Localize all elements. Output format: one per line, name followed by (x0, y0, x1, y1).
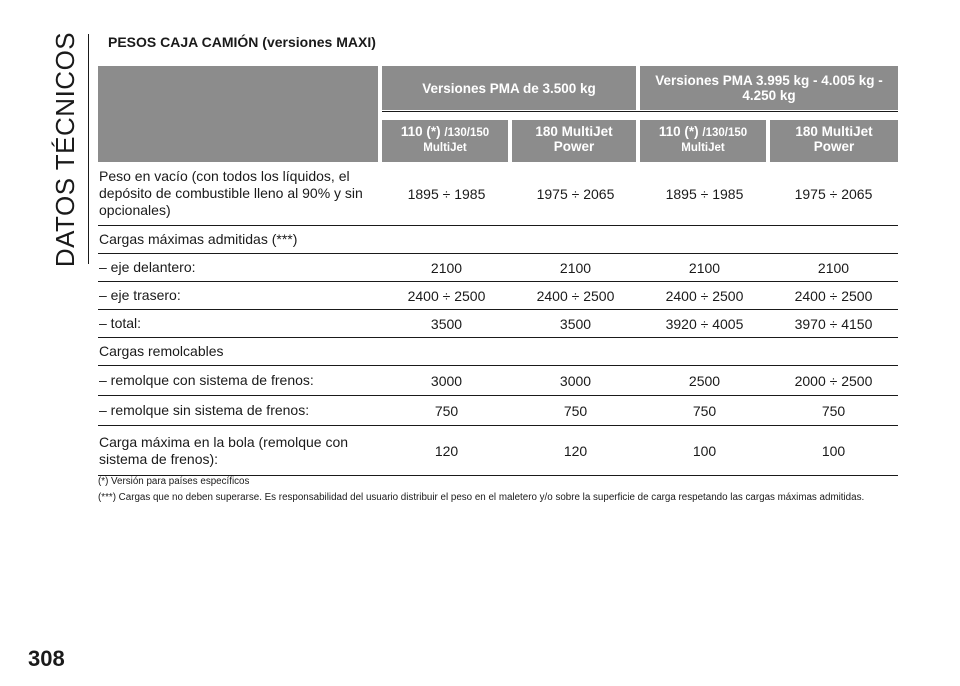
header-col-4 (770, 120, 898, 162)
table-row (98, 226, 898, 254)
page-number: 308 (28, 646, 65, 671)
row-value: 1975 ÷ 2065 (536, 185, 615, 202)
header-divider (382, 111, 898, 112)
table-row (98, 282, 898, 310)
header-group-3500: Versiones PMA de 3.500 kg (382, 66, 636, 110)
row-value: 100 (692, 442, 717, 459)
row-label: Cargas máximas admitidas (***) (99, 231, 298, 247)
table-row (98, 310, 898, 338)
row-value: 1895 ÷ 1985 (665, 185, 744, 202)
header-col-3-main: 110 (*) (658, 124, 699, 139)
row-value: 3000 (430, 372, 463, 389)
row-value: 100 (821, 442, 846, 459)
side-divider (88, 34, 89, 264)
header-col-4-main: 180 MultiJet (795, 124, 873, 139)
header-col-2-second: Power (553, 139, 595, 154)
table-row (98, 426, 898, 476)
row-value: 1975 ÷ 2065 (794, 185, 873, 202)
row-value: 120 (434, 442, 459, 459)
section-title: PESOS CAJA CAMIÓN (versiones MAXI) (108, 34, 376, 50)
row-value: 2400 ÷ 2500 (794, 287, 873, 304)
row-value: 750 (563, 402, 588, 419)
header-col-3-second: MultiJet (681, 142, 725, 154)
header-blank-cell (98, 66, 378, 162)
row-label: – eje delantero: (99, 259, 196, 275)
header-col-2 (512, 120, 636, 162)
header-col-1 (382, 120, 508, 162)
row-value: 3970 ÷ 4150 (794, 315, 873, 332)
header-group-3995-4250: Versiones PMA 3.995 kg - 4.005 kg - 4.250 kg (640, 66, 898, 110)
table-row (98, 338, 898, 366)
footnote: (***) Cargas que no deben superarse. Es responsabilidad del usuario distribuir el peso en el maletero y/o sobre la superficie de carga respetando las cargas máximas admitidas. (98, 492, 865, 503)
row-value: 120 (563, 442, 588, 459)
footnotes (98, 474, 918, 506)
row-value: 750 (821, 402, 846, 419)
row-value: 2500 (688, 372, 721, 389)
row-value: 2100 (430, 259, 463, 276)
row-value: 3000 (559, 372, 592, 389)
row-value: 2000 ÷ 2500 (794, 372, 873, 389)
row-value: 2400 ÷ 2500 (665, 287, 744, 304)
table-row (98, 366, 898, 396)
row-value: 2400 ÷ 2500 (536, 287, 615, 304)
row-label: – total: (99, 315, 142, 331)
section-side-label-text: DATOS TÉCNICOS (50, 31, 81, 267)
header-col-4-second: Power (813, 139, 855, 154)
row-value: 750 (692, 402, 717, 419)
section-side-label (46, 31, 86, 267)
row-label: – eje trasero: (99, 287, 181, 303)
row-value: 2400 ÷ 2500 (407, 287, 486, 304)
row-label: Cargas remolcables (99, 343, 224, 359)
row-value: 1895 ÷ 1985 (407, 185, 486, 202)
row-value: 2100 (559, 259, 592, 276)
row-label: – remolque sin sistema de frenos: (99, 402, 310, 418)
header-col-1-suffix: /130/150 (444, 127, 490, 139)
header-col-2-main: 180 MultiJet (535, 124, 613, 139)
header-col-1-second: MultiJet (423, 142, 467, 154)
row-value: 2100 (688, 259, 721, 276)
footnote: (*) Versión para países específicos (98, 476, 250, 487)
row-value: 3500 (430, 315, 463, 332)
table-row (98, 254, 898, 282)
header-col-3 (640, 120, 766, 162)
row-label: Carga máxima en la bola (remolque con sistema de frenos): (99, 433, 349, 467)
header-col-1-main: 110 (*) (400, 124, 441, 139)
row-label: Peso en vacío (con todos los líquidos, el depósito de combustible lleno al 90% y sin opcionales) (99, 168, 363, 218)
row-value: 750 (434, 402, 459, 419)
weights-table (98, 66, 898, 476)
table-row (98, 162, 898, 226)
row-value: 3920 ÷ 4005 (665, 315, 744, 332)
table-header (98, 66, 898, 162)
header-col-3-suffix: /130/150 (702, 127, 748, 139)
table-row (98, 396, 898, 426)
row-value: 3500 (559, 315, 592, 332)
row-label: – remolque con sistema de frenos: (99, 372, 314, 388)
row-value: 2100 (817, 259, 850, 276)
